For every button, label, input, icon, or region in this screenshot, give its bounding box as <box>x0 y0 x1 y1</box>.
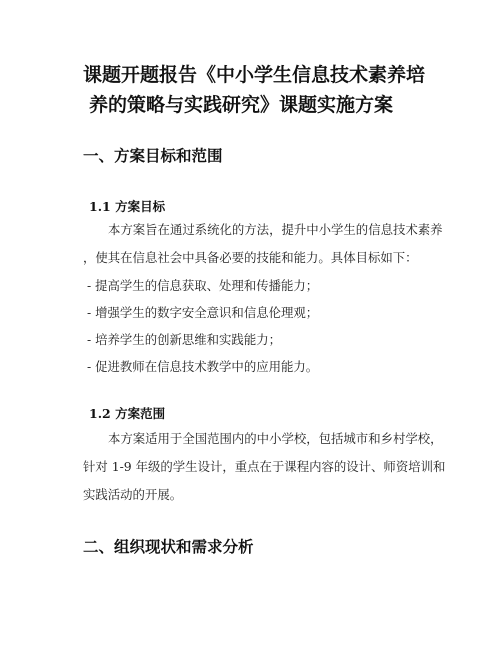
paragraph-line: 针对 1-9 年级的学生设计，重点在于课程内容的设计、师资培训和 <box>83 459 446 474</box>
list-item: - 培养学生的创新思维和实践能力； <box>87 332 281 347</box>
list-item: - 促进教师在信息技术教学中的应用能力。 <box>87 359 319 374</box>
paragraph-line: 本方案旨在通过系统化的方法，提升中小学生的信息技术素养 <box>108 222 443 237</box>
document-title <box>83 60 463 120</box>
objectives-list <box>87 272 463 380</box>
paragraph-line: ，使其在信息社会中具备必要的技能和能力。具体目标如下： <box>83 250 418 265</box>
list-item: - 增强学生的数字安全意识和信息伦理观； <box>87 305 319 320</box>
section-2-heading: 二、组织现状和需求分析 <box>83 538 254 556</box>
subsection-1-1-heading: 1.1 方案目标 <box>89 199 166 214</box>
paragraph-line: 本方案适用于全国范围内的中小学校，包括城市和乡村学校， <box>108 431 443 446</box>
subsection-1-1-paragraph <box>83 216 463 272</box>
document-title-line-2: 养的策略与实践研究》课题实施方案 <box>89 94 394 116</box>
paragraph-line: 实践活动的开展。 <box>83 487 183 502</box>
subsection-1-2-paragraph <box>83 425 463 509</box>
document-title-line-1: 课题开题报告《中小学生信息技术素养培 <box>83 64 426 86</box>
list-item: - 提高学生的信息获取、处理和传播能力； <box>87 278 319 293</box>
subsection-1-2-heading: 1.2 方案范围 <box>89 406 166 421</box>
section-1-heading: 一、方案目标和范围 <box>83 147 223 165</box>
